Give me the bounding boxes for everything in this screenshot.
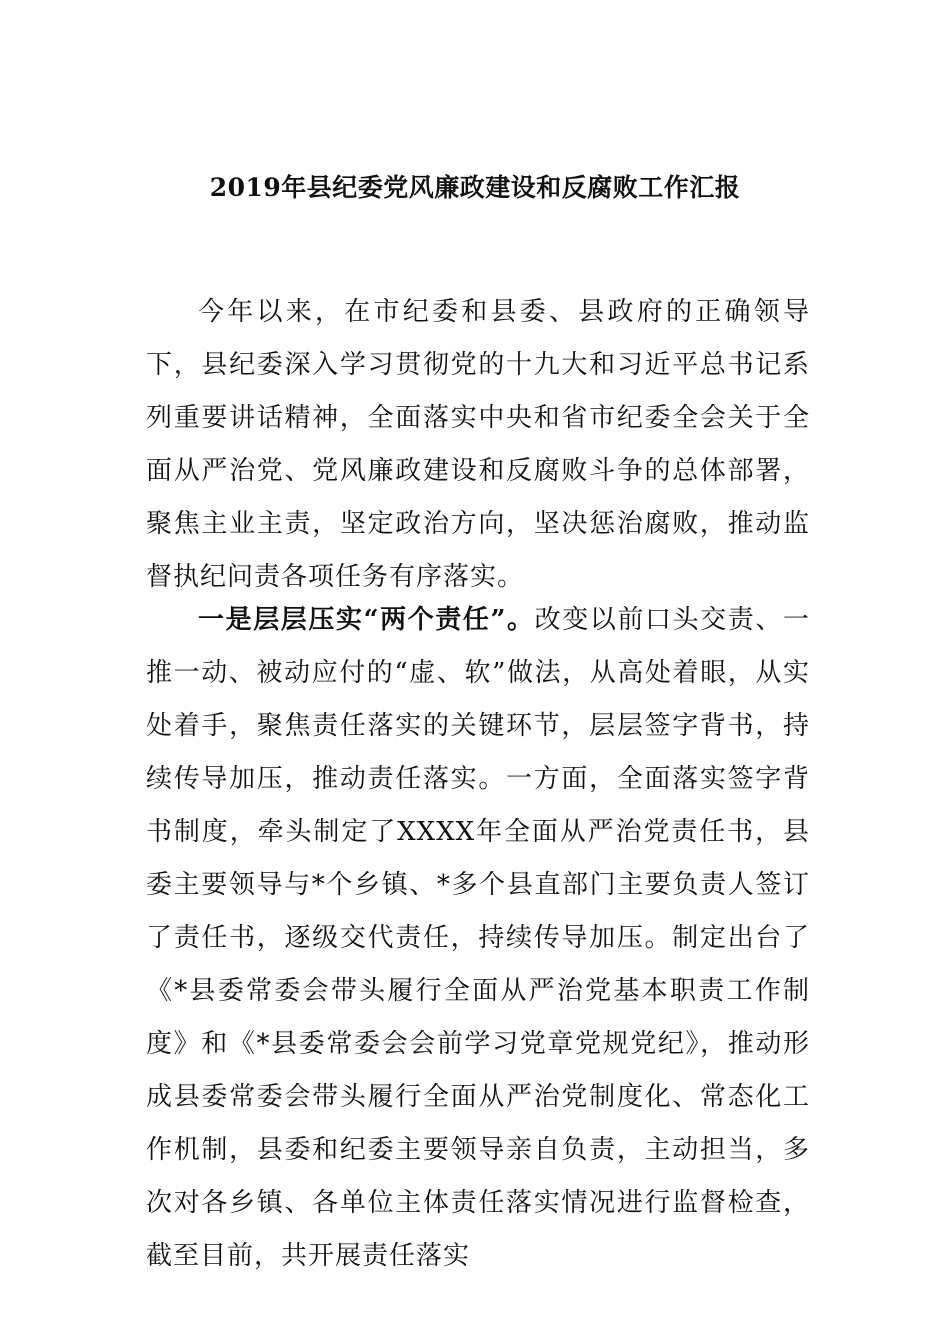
paragraph-intro: 今年以来，在市纪委和县委、县政府的正确领导下，县纪委深入学习贯彻党的十九大和习近平总书记系列重要讲话精神，全面落实中央和省市纪委全会关于全面从严治党、党风廉政建设和反腐败斗争的总体部署，聚焦主业主责，坚定政治方向，坚决惩治腐败，推动监督执纪问责各项任务有序落实。 [146, 297, 810, 592]
document-title: 2019年县纪委党风廉政建设和反腐败工作汇报 [209, 173, 741, 202]
paragraph-body: 改变以前口头交责、一推一动、被动应付的“虚、软”做法，从高处着眼，从实处着手，聚焦责任落实的关键环节，层层签字背书，持续传导加压，推动责任落实。一方面，全面落实签字背书制度，牵头制定了XXXX年全面从严治党责任书，县委主要领导与*个乡镇、*多个县直部门主要负责人签订了责任书，逐级交代责任，持续传导加压。制定出台了《*县委常委会带头履行全面从严治党基本职责工作制度》和《*县委常委会会前学习党章党规党纪》，推动形成县委常委会带头履行全面从严治党制度化、常态化工作机制，县委和纪委主要领导亲自负责，主动担当，多次对各乡镇、各单位主体责任落实情况进行监督检查，截至目前，共开展责任落实 [146, 605, 810, 1271]
paragraph-lead: 一是层层压实“两个责任”。 [198, 605, 535, 635]
paragraph-responsibility [146, 594, 810, 1283]
